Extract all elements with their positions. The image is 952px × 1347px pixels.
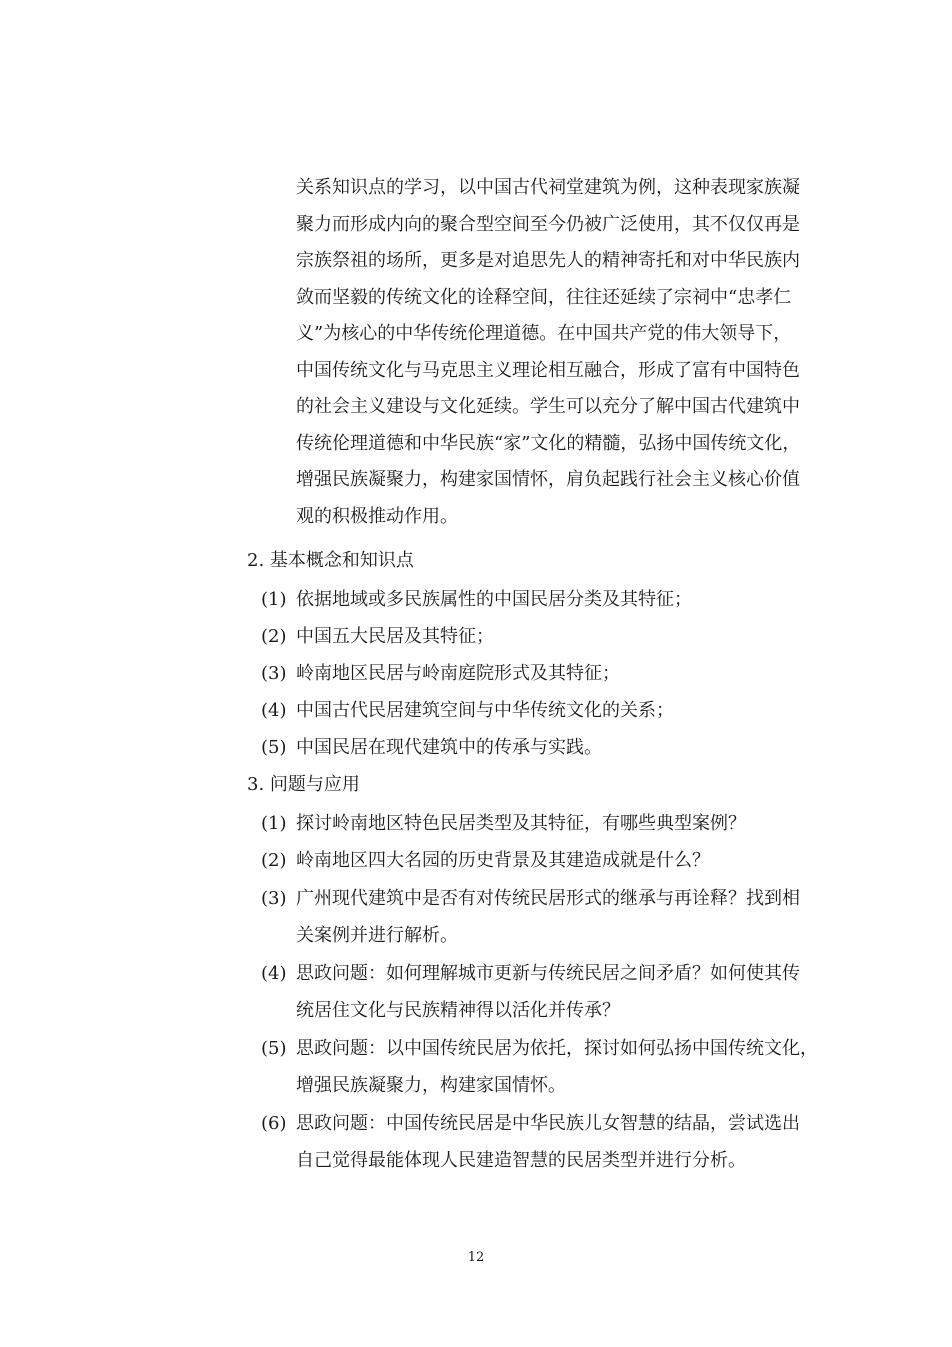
list-item-number: (2): [261, 850, 287, 871]
list-item: [261, 805, 746, 842]
list-item: [261, 692, 674, 729]
page-number: 12: [467, 1250, 485, 1265]
paragraph-line: 关系知识点的学习，以中国古代祠堂建筑为例，这种表现家族凝: [296, 177, 800, 198]
list-item-text: 中国五大民居及其特征；: [296, 626, 494, 647]
list-item: [261, 581, 692, 618]
paragraph-line: 的社会主义建设与文化延续。学生可以充分了解中国古代建筑中: [296, 396, 800, 417]
paragraph-line: 增强民族凝聚力，构建家国情怀，肩负起践行社会主义核心价值: [296, 469, 800, 490]
paragraph-line: 中国传统文化与马克思主义理论相互融合，形成了富有中国特色: [296, 359, 800, 381]
paragraph-line: 敛而坚毅的传统文化的诠释空间，往往还延续了宗祠中“忠孝仁: [296, 286, 792, 308]
paragraph-line: 观的积极推动作用。: [296, 505, 458, 527]
list-item: [261, 729, 602, 766]
list-item-text: 中国古代民居建筑空间与中华传统文化的关系；: [296, 700, 674, 721]
list-item-text-continued: 关案例并进行解析。: [296, 925, 458, 946]
list-item-text: 岭南地区民居与岭南庭院形式及其特征；: [296, 663, 620, 684]
intro-paragraph: [296, 170, 841, 535]
section-heading-concepts: 2. 基本概念和知识点: [247, 550, 414, 571]
list-item: [261, 955, 800, 1029]
list-item-text: 依据地域或多民族属性的中国民居分类及其特征；: [296, 589, 692, 610]
list-item-text: 思政问题：以中国传统民居为依托，探讨如何弘扬中国传统文化，: [296, 1038, 818, 1059]
list-item: [261, 1030, 818, 1104]
list-item-text-continued: 自己觉得最能体现人民建造智慧的民居类型并进行分析。: [296, 1150, 746, 1171]
list-item-number: (1): [261, 813, 287, 834]
list-item-number: (5): [261, 1038, 287, 1059]
paragraph-line: 聚力而形成内向的聚合型空间至今仍被广泛使用，其不仅仅再是: [296, 213, 800, 235]
list-item-text: 思政问题：中国传统民居是中华民族儿女智慧的结晶，尝试选出: [296, 1113, 800, 1134]
list-item: [261, 1105, 800, 1179]
list-item-number: (3): [261, 888, 287, 909]
paragraph-line: 义”为核心的中华传统伦理道德。在中国共产党的伟大领导下，: [296, 323, 792, 344]
list-item: [261, 842, 710, 879]
list-item-text: 探讨岭南地区特色民居类型及其特征，有哪些典型案例？: [296, 813, 746, 834]
list-item-number: (5): [261, 737, 287, 758]
list-item-number: (1): [261, 589, 287, 610]
list-item-number: (6): [261, 1113, 287, 1134]
list-item: [261, 880, 800, 954]
list-item-text: 岭南地区四大名园的历史背景及其建造成就是什么？: [296, 850, 710, 871]
list-item-number: (4): [261, 700, 287, 721]
list-item-text-continued: 统居住文化与民族精神得以活化并传承？: [296, 1000, 620, 1021]
list-item-text: 广州现代建筑中是否有对传统民居形式的继承与再诠释？找到相: [296, 888, 800, 909]
list-item-text: 中国民居在现代建筑中的传承与实践。: [296, 737, 602, 758]
list-item-text-continued: 增强民族凝聚力，构建家国情怀。: [296, 1075, 566, 1096]
list-item: [261, 618, 494, 655]
list-item-text: 思政问题：如何理解城市更新与传统民居之间矛盾？如何使其传: [296, 963, 800, 984]
list-item: [261, 655, 620, 692]
paragraph-line: 宗族祭祖的场所，更多是对追思先人的精神寄托和对中华民族内: [296, 250, 800, 271]
list-item-number: (2): [261, 626, 287, 647]
section-heading-questions: 3. 问题与应用: [247, 774, 360, 795]
paragraph-line: 传统伦理道德和中华民族“家”文化的精髓，弘扬中国传统文化，: [296, 432, 801, 454]
list-item-number: (3): [261, 663, 287, 684]
list-item-number: (4): [261, 963, 287, 984]
